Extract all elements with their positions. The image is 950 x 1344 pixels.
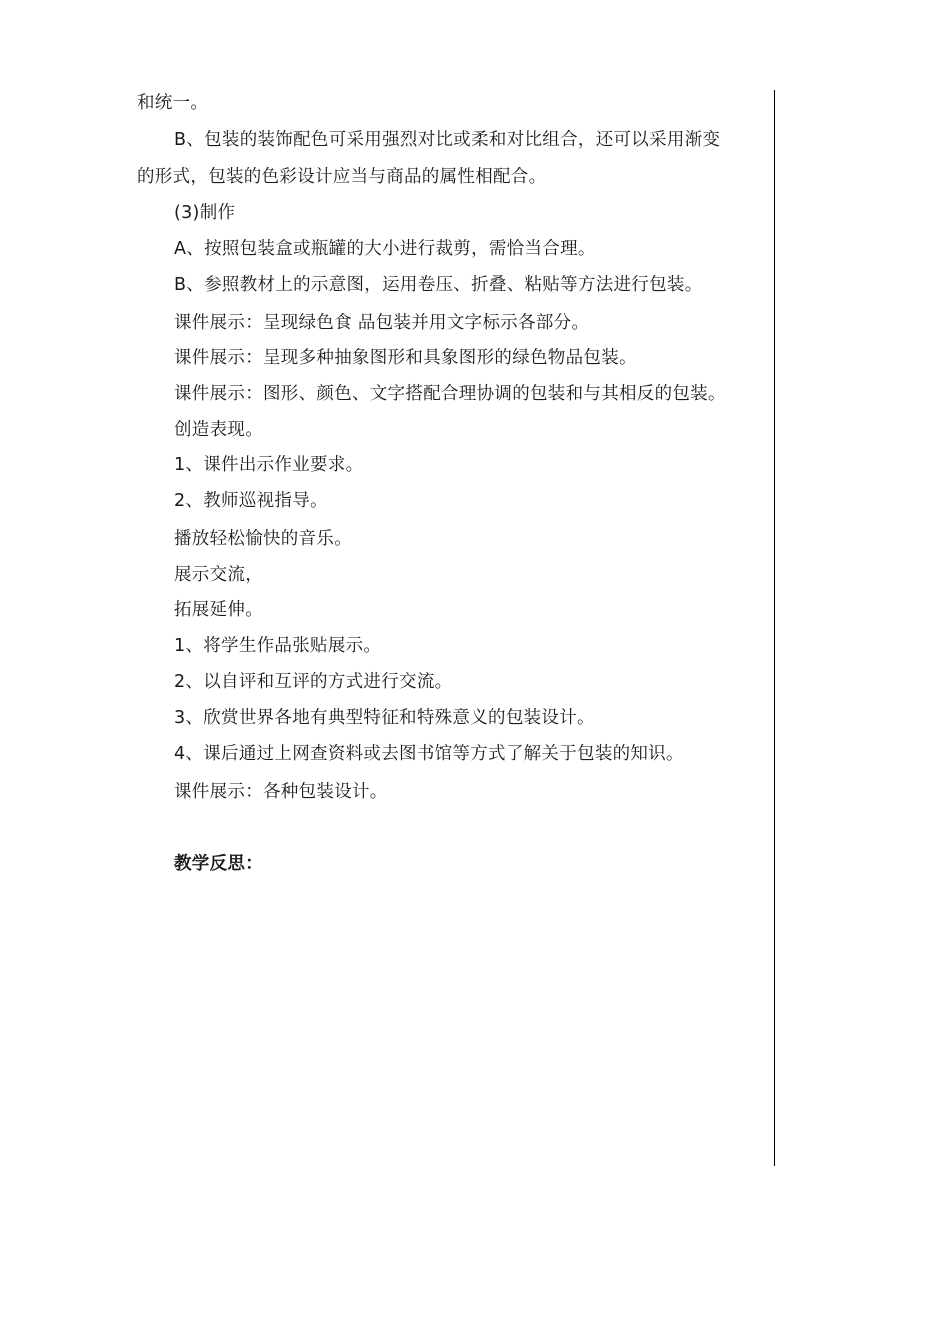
text-line: 课件展示：各种包装设计。 xyxy=(174,782,388,802)
text-line: 2、以自评和互评的方式进行交流。 xyxy=(174,672,453,692)
text-line: 1、课件出示作业要求。 xyxy=(174,455,364,475)
text-line: 拓展延伸。 xyxy=(174,600,263,620)
text-line: B、参照教材上的示意图，运用卷压、折叠、粘贴等方法进行包装。 xyxy=(174,275,703,295)
text-line: 3、欣赏世界各地有典型特征和特殊意义的包装设计。 xyxy=(174,708,595,728)
text-line: 课件展示：呈现绿色食 品包装并用文字标示各部分。 xyxy=(174,313,590,333)
text-line: 课件展示：图形、颜色、文字搭配合理协调的包装和与其相反的包装。 xyxy=(174,384,726,404)
text-line: 展示交流， xyxy=(174,565,263,585)
text-line: 创造表现。 xyxy=(174,420,263,440)
text-line: 和统一。 xyxy=(137,93,209,113)
reflection-heading: 教学反思： xyxy=(174,854,263,874)
text-line: 课件展示：呈现多种抽象图形和具象图形的绿色物品包装。 xyxy=(174,348,637,368)
text-line: 2、教师巡视指导。 xyxy=(174,491,328,511)
text-line: 1、将学生作品张贴展示。 xyxy=(174,636,382,656)
text-line: 播放轻松愉快的音乐。 xyxy=(174,529,352,549)
text-line: A、按照包装盒或瓶罐的大小进行裁剪，需恰当合理。 xyxy=(174,239,596,259)
table-border-line xyxy=(774,90,775,1166)
text-line: B、包装的装饰配色可采用强烈对比或柔和对比组合，还可以采用渐变 xyxy=(174,130,721,150)
text-line: (3)制作 xyxy=(174,203,236,223)
text-line: 4、课后通过上网查资料或去图书馆等方式了解关于包装的知识。 xyxy=(174,744,684,764)
text-line: 的形式，包装的色彩设计应当与商品的属性相配合。 xyxy=(137,167,547,187)
